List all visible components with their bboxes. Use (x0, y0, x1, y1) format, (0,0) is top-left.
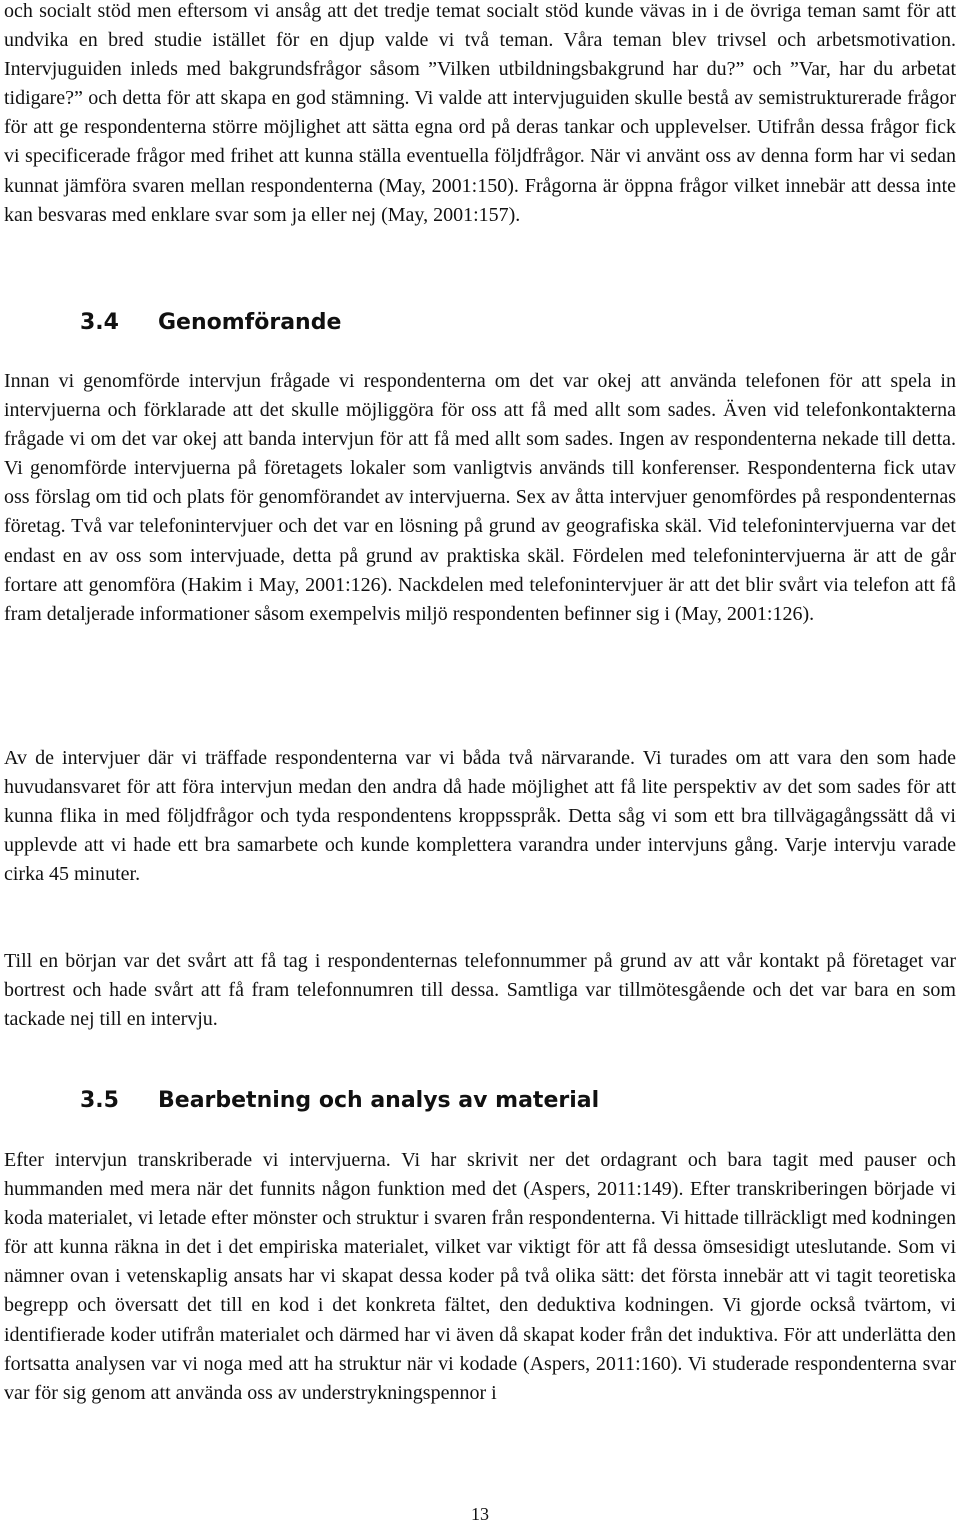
section-number: 3.4 (80, 310, 119, 335)
section-number: 3.5 (80, 1088, 119, 1113)
section-heading-3-4 (80, 308, 341, 338)
section-title: Bearbetning och analys av material (158, 1088, 600, 1113)
paragraph-intervjuguide: och socialt stöd men eftersom vi ansåg att det tredje temat socialt stöd kunde vävas in i de övriga teman samt för att undvika en bred studie istället för en djup valde vi två teman. Våra teman blev trivsel och arbetsmotivation. Intervjuguiden inleds med bakgrundsfrågor såsom ”Vilken utbildningsbakgrund har du?” och ”Var, har du arbetat tidigare?” och detta för att skapa en god stämning. Vi valde att intervjuguiden skulle bestå av semistrukturerade frågor för att ge respondenterna större möjlighet att sätta egna ord på deras tankar och upplevelser. Utifrån dessa frågor fick vi specificerade frågor med frihet att kunna ställa eventuella följdfrågor. När vi använt oss av denna form har vi sedan kunnat jämföra svaren mellan respondenterna (May, 2001:150). Frågorna är öppna frågor vilket innebär att dessa inte kan besvaras med enklare svar som ja eller nej (May, 2001:157). (4, 0, 956, 226)
paragraph-telefonnummer: Till en början var det svårt att få tag i respondenternas telefonnummer på grund av att vår kontakt på företaget var bortrest och hade svårt att få fram telefonnumren till dessa. Samtliga var tillmötesgående och det var bara en som tackade nej till en intervju. (4, 950, 956, 1031)
section-title: Genomförande (158, 310, 342, 335)
paragraph-genomforande: Innan vi genomförde intervjun frågade vi respondenterna om det var okej att använda telefonen för att spela in intervjuerna och förklarade att det skulle möjliggöra för oss att få med allt som sades. Även vid telefonkontakterna frågade vi om det var okej att banda intervjun för att få med allt som sades. Ingen av respondenterna nekade till detta. Vi genomförde intervjuerna på företagets lokaler som vanligtvis används till konferenser. Respondenterna fick utav oss förslag om tid och plats för genomförandet av intervjuerna. Sex av åtta intervjuer genomfördes på respondenternas företag. Två var telefonintervjuer och det var en lösning på grund av geografiska skäl. Vid telefonintervjuerna var det endast en av oss som intervjuade, detta på grund av praktiska skäl. Fördelen med telefonintervjuerna är att de går fortare att genomföra (Hakim i May, 2001:126). Nackdelen med telefonintervjuer är att det blir svårt via telefon att få fram detaljerade informationer såsom exempelvis miljö respondenten befinner sig i (May, 2001:126). (4, 370, 956, 625)
paragraph-bearbetning: Efter intervjun transkriberade vi intervjuerna. Vi har skrivit ner det ordagrant och bara tagit med pauser och hummanden med mera när det funnits någon funktion med det (Aspers, 2011:149). Efter transkriberingen började vi koda materialet, vi letade efter mönster och struktur i svaren från respondenterna. Vi hittade tillräckligt med kodningen för att kunna räkna in det i det empiriska materialet, vilket var viktigt för att få dessa ömsesidigt uteslutande. Som vi nämner ovan i vetenskaplig ansats har vi skapat dessa koder på två olika sätt: det första innebär att vi tagit teoretiska begrepp och översatt det till en kod i det konkreta fältet, den deduktiva kodningen. Vi gjorde också tvärtom, vi identifierade koder utifrån materialet och därmed har vi även då skapat koder från det induktiva. För att underlätta den fortsatta analysen var vi noga med att ha struktur när vi kodade (Aspers, 2011:160). Vi studerade respondenterna svar var för sig genom att använda oss av understrykningspennor i (4, 1149, 956, 1404)
paragraph-intervjuer: Av de intervjuer där vi träffade respondenterna var vi båda två närvarande. Vi turades om att vara den som hade huvudansvaret för att föra intervjun medan den andra då hade möjlighet att få lite perspektiv av det som sades för att kunna flika in med följdfrågor och tyda respondentens kroppsspråk. Detta såg vi som ett bra tillvägagångssätt då vi upplevde att vi hade ett bra samarbete och kunde komplettera varandra under intervjuns gång. Varje intervju varade cirka 45 minuter. (4, 747, 956, 886)
page-number: 13 (471, 1504, 489, 1524)
document-page (4, 0, 956, 1537)
section-heading-3-5 (80, 1086, 599, 1116)
